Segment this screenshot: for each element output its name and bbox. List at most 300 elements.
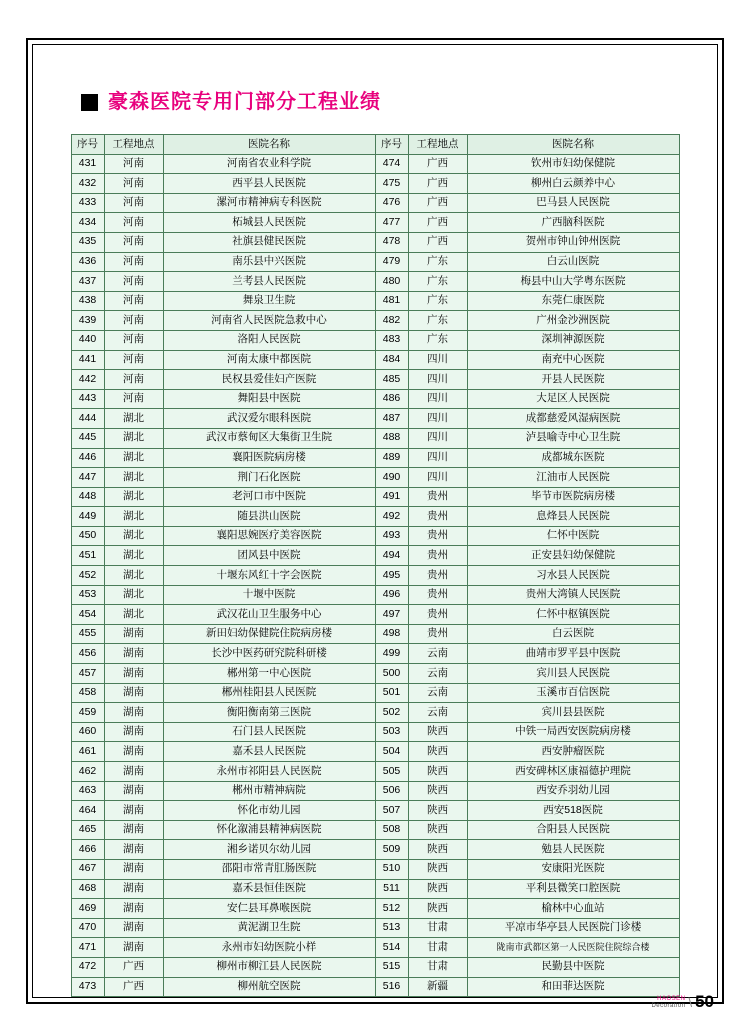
cell-seq-left: 459 [71, 703, 104, 723]
cell-loc-right: 甘肃 [408, 918, 467, 938]
cell-name-right: 毕节市医院病房楼 [467, 487, 679, 507]
cell-loc-right: 四川 [408, 389, 467, 409]
cell-seq-left: 447 [71, 468, 104, 488]
cell-name-left: 武汉爱尔眼科医院 [163, 409, 375, 429]
cell-seq-right: 482 [375, 311, 408, 331]
cell-seq-left: 435 [71, 232, 104, 252]
cell-loc-left: 河南 [104, 154, 163, 174]
cell-name-left: 老河口市中医院 [163, 487, 375, 507]
cell-name-right: 平凉市华亭县人民医院门诊楼 [467, 918, 679, 938]
table-row [71, 330, 679, 350]
cell-loc-right: 贵州 [408, 624, 467, 644]
cell-loc-left: 河南 [104, 232, 163, 252]
cell-name-right: 平利县微笑口腔医院 [467, 879, 679, 899]
cell-loc-left: 湖南 [104, 781, 163, 801]
table-row [71, 193, 679, 213]
cell-loc-right: 陕西 [408, 859, 467, 879]
cell-loc-right: 四川 [408, 428, 467, 448]
cell-loc-left: 湖南 [104, 918, 163, 938]
cell-loc-right: 云南 [408, 644, 467, 664]
cell-name-left: 嘉禾县恒佳医院 [163, 879, 375, 899]
cell-seq-right: 491 [375, 487, 408, 507]
cell-loc-left: 河南 [104, 291, 163, 311]
cell-name-left: 长沙中医药研究院科研楼 [163, 644, 375, 664]
cell-name-right: 广州金沙洲医院 [467, 311, 679, 331]
cell-loc-left: 湖南 [104, 722, 163, 742]
cell-seq-left: 471 [71, 938, 104, 958]
cell-loc-right: 广东 [408, 311, 467, 331]
cell-name-left: 随县洪山医院 [163, 507, 375, 527]
cell-name-right: 正安县妇幼保健院 [467, 546, 679, 566]
cell-name-right: 西安碑林区康福德护理院 [467, 762, 679, 782]
table-row [71, 781, 679, 801]
cell-loc-left: 湖南 [104, 742, 163, 762]
cell-name-right: 合阳县人民医院 [467, 820, 679, 840]
cell-name-right: 仁怀中枢镇医院 [467, 605, 679, 625]
cell-seq-right: 511 [375, 879, 408, 899]
cell-name-right: 勉县人民医院 [467, 840, 679, 860]
cell-name-left: 怀化溆浦县精神病医院 [163, 820, 375, 840]
cell-name-right: 和田菲达医院 [467, 977, 679, 997]
cell-seq-right: 497 [375, 605, 408, 625]
cell-loc-right: 陕西 [408, 840, 467, 860]
cell-seq-right: 500 [375, 664, 408, 684]
cell-loc-left: 广西 [104, 977, 163, 997]
cell-name-left: 武汉花山卫生服务中心 [163, 605, 375, 625]
cell-seq-right: 477 [375, 213, 408, 233]
cell-loc-left: 湖南 [104, 801, 163, 821]
cell-seq-right: 515 [375, 957, 408, 977]
cell-loc-left: 湖北 [104, 428, 163, 448]
cell-name-left: 漯河市精神病专科医院 [163, 193, 375, 213]
cell-name-right: 民勤县中医院 [467, 957, 679, 977]
cell-name-left: 郴州市精神病院 [163, 781, 375, 801]
cell-loc-left: 湖北 [104, 487, 163, 507]
cell-name-left: 洛阳人民医院 [163, 330, 375, 350]
header-name-right: 医院名称 [467, 135, 679, 155]
cell-seq-right: 510 [375, 859, 408, 879]
cell-seq-right: 493 [375, 526, 408, 546]
cell-loc-right: 贵州 [408, 585, 467, 605]
cell-loc-right: 广西 [408, 193, 467, 213]
cell-seq-right: 496 [375, 585, 408, 605]
table-row [71, 762, 679, 782]
table-row [71, 311, 679, 331]
footer-brand-line2: Decoration [651, 1003, 686, 1010]
cell-loc-right: 广东 [408, 291, 467, 311]
table-row [71, 977, 679, 997]
cell-seq-left: 442 [71, 370, 104, 390]
table-row [71, 859, 679, 879]
cell-name-right: 曲靖市罗平县中医院 [467, 644, 679, 664]
cell-loc-left: 湖北 [104, 566, 163, 586]
cell-loc-right: 四川 [408, 448, 467, 468]
cell-loc-right: 云南 [408, 664, 467, 684]
cell-seq-left: 440 [71, 330, 104, 350]
cell-seq-right: 501 [375, 683, 408, 703]
cell-name-right: 榆林中心血站 [467, 899, 679, 919]
cell-seq-right: 506 [375, 781, 408, 801]
cell-seq-left: 451 [71, 546, 104, 566]
cell-seq-left: 472 [71, 957, 104, 977]
cell-name-right: 玉溪市百信医院 [467, 683, 679, 703]
table-row [71, 174, 679, 194]
cell-seq-right: 479 [375, 252, 408, 272]
cell-name-left: 安仁县耳鼻喉医院 [163, 899, 375, 919]
cell-seq-left: 441 [71, 350, 104, 370]
cell-loc-right: 贵州 [408, 605, 467, 625]
cell-seq-right: 516 [375, 977, 408, 997]
cell-name-left: 社旗县健民医院 [163, 232, 375, 252]
cell-name-right: 西安518医院 [467, 801, 679, 821]
table-row [71, 448, 679, 468]
table-row [71, 957, 679, 977]
cell-name-right: 泸县喻寺中心卫生院 [467, 428, 679, 448]
cell-seq-left: 473 [71, 977, 104, 997]
cell-loc-left: 湖北 [104, 605, 163, 625]
cell-seq-right: 489 [375, 448, 408, 468]
page-title [81, 92, 704, 112]
cell-loc-left: 河南 [104, 389, 163, 409]
cell-loc-right: 甘肃 [408, 957, 467, 977]
cell-seq-right: 476 [375, 193, 408, 213]
cell-seq-right: 514 [375, 938, 408, 958]
table-row [71, 585, 679, 605]
cell-seq-right: 483 [375, 330, 408, 350]
cell-name-right: 开县人民医院 [467, 370, 679, 390]
cell-loc-right: 广西 [408, 154, 467, 174]
cell-seq-left: 450 [71, 526, 104, 546]
cell-loc-left: 湖南 [104, 664, 163, 684]
cell-seq-right: 487 [375, 409, 408, 429]
page-number: 50 [695, 992, 714, 1011]
cell-name-left: 团风县中医院 [163, 546, 375, 566]
cell-name-left: 永州市妇幼医院小样 [163, 938, 375, 958]
cell-loc-left: 河南 [104, 350, 163, 370]
cell-seq-left: 443 [71, 389, 104, 409]
table-row [71, 918, 679, 938]
performance-table [71, 134, 680, 997]
cell-name-right: 息烽县人民医院 [467, 507, 679, 527]
cell-name-right: 南充中心医院 [467, 350, 679, 370]
cell-name-right: 梅县中山大学粤东医院 [467, 272, 679, 292]
cell-seq-left: 453 [71, 585, 104, 605]
cell-name-left: 武汉市蔡甸区大集街卫生院 [163, 428, 375, 448]
cell-name-right: 宾川县县医院 [467, 703, 679, 723]
table-row [71, 664, 679, 684]
cell-seq-left: 437 [71, 272, 104, 292]
cell-seq-right: 494 [375, 546, 408, 566]
cell-name-left: 湘乡诺贝尔幼儿园 [163, 840, 375, 860]
table-row [71, 879, 679, 899]
cell-seq-left: 446 [71, 448, 104, 468]
table-row [71, 232, 679, 252]
cell-seq-right: 492 [375, 507, 408, 527]
cell-seq-right: 498 [375, 624, 408, 644]
cell-seq-left: 463 [71, 781, 104, 801]
cell-name-left: 柳州市柳江县人民医院 [163, 957, 375, 977]
cell-name-left: 西平县人民医院 [163, 174, 375, 194]
cell-loc-left: 湖南 [104, 703, 163, 723]
cell-seq-left: 445 [71, 428, 104, 448]
cell-loc-right: 云南 [408, 703, 467, 723]
cell-loc-right: 甘肃 [408, 938, 467, 958]
cell-seq-right: 481 [375, 291, 408, 311]
cell-loc-left: 湖南 [104, 859, 163, 879]
cell-name-left: 怀化市幼儿园 [163, 801, 375, 821]
cell-name-left: 郴州桂阳县人民医院 [163, 683, 375, 703]
cell-loc-left: 河南 [104, 370, 163, 390]
cell-loc-left: 湖南 [104, 644, 163, 664]
table-row [71, 526, 679, 546]
table-row [71, 722, 679, 742]
cell-name-right: 习水县人民医院 [467, 566, 679, 586]
cell-name-left: 十堰中医院 [163, 585, 375, 605]
header-seq-left: 序号 [71, 135, 104, 155]
table-row [71, 566, 679, 586]
cell-loc-left: 河南 [104, 330, 163, 350]
cell-seq-right: 486 [375, 389, 408, 409]
cell-loc-right: 陕西 [408, 899, 467, 919]
cell-name-left: 邵阳市常青肛肠医院 [163, 859, 375, 879]
cell-loc-right: 广西 [408, 213, 467, 233]
cell-seq-left: 438 [71, 291, 104, 311]
cell-name-right: 中铁一局西安医院病房楼 [467, 722, 679, 742]
cell-seq-left: 456 [71, 644, 104, 664]
cell-loc-right: 陕西 [408, 879, 467, 899]
cell-loc-left: 湖南 [104, 938, 163, 958]
cell-seq-left: 465 [71, 820, 104, 840]
cell-seq-right: 474 [375, 154, 408, 174]
cell-name-left: 荆门石化医院 [163, 468, 375, 488]
table-row [71, 899, 679, 919]
cell-name-left: 兰考县人民医院 [163, 272, 375, 292]
table-row [71, 683, 679, 703]
cell-loc-right: 四川 [408, 370, 467, 390]
cell-name-left: 柘城县人民医院 [163, 213, 375, 233]
table-header-row [71, 135, 679, 155]
cell-name-left: 郴州第一中心医院 [163, 664, 375, 684]
cell-loc-left: 河南 [104, 174, 163, 194]
cell-loc-left: 湖南 [104, 762, 163, 782]
cell-seq-left: 462 [71, 762, 104, 782]
cell-loc-left: 河南 [104, 252, 163, 272]
cell-loc-left: 湖南 [104, 879, 163, 899]
cell-seq-right: 480 [375, 272, 408, 292]
cell-name-left: 襄阳思婉医疗美容医院 [163, 526, 375, 546]
table-row [71, 428, 679, 448]
cell-loc-left: 广西 [104, 957, 163, 977]
cell-seq-left: 466 [71, 840, 104, 860]
table-row [71, 213, 679, 233]
cell-name-right: 白云医院 [467, 624, 679, 644]
cell-name-right: 宾川县人民医院 [467, 664, 679, 684]
cell-name-right: 陇南市武都区第一人民医院住院综合楼 [467, 938, 679, 958]
cell-loc-right: 贵州 [408, 507, 467, 527]
table-row [71, 820, 679, 840]
cell-name-left: 襄阳医院病房楼 [163, 448, 375, 468]
table-row [71, 370, 679, 390]
cell-loc-right: 贵州 [408, 546, 467, 566]
cell-name-left: 柳州航空医院 [163, 977, 375, 997]
cell-name-right: 仁怀中医院 [467, 526, 679, 546]
cell-name-right: 西安乔羽幼儿园 [467, 781, 679, 801]
cell-seq-left: 439 [71, 311, 104, 331]
cell-loc-left: 湖南 [104, 899, 163, 919]
cell-seq-right: 512 [375, 899, 408, 919]
cell-name-right: 东莞仁康医院 [467, 291, 679, 311]
table-row [71, 468, 679, 488]
header-loc-left: 工程地点 [104, 135, 163, 155]
cell-seq-left: 454 [71, 605, 104, 625]
cell-name-right: 西安肿瘤医院 [467, 742, 679, 762]
table-row [71, 644, 679, 664]
cell-seq-left: 433 [71, 193, 104, 213]
cell-seq-right: 509 [375, 840, 408, 860]
cell-name-right: 贵州大湾镇人民医院 [467, 585, 679, 605]
cell-seq-left: 436 [71, 252, 104, 272]
cell-loc-right: 陕西 [408, 820, 467, 840]
table-row [71, 291, 679, 311]
cell-name-right: 广西脑科医院 [467, 213, 679, 233]
cell-name-right: 深圳神源医院 [467, 330, 679, 350]
cell-name-right: 柳州白云颜养中心 [467, 174, 679, 194]
cell-name-left: 新田妇幼保健院住院病房楼 [163, 624, 375, 644]
table-row [71, 801, 679, 821]
cell-loc-left: 河南 [104, 213, 163, 233]
table-row [71, 350, 679, 370]
header-name-left: 医院名称 [163, 135, 375, 155]
table-row [71, 624, 679, 644]
footer-brand [651, 996, 685, 1010]
cell-loc-right: 陕西 [408, 781, 467, 801]
cell-loc-left: 河南 [104, 311, 163, 331]
cell-seq-right: 502 [375, 703, 408, 723]
cell-loc-right: 四川 [408, 350, 467, 370]
cell-seq-left: 444 [71, 409, 104, 429]
cell-seq-left: 455 [71, 624, 104, 644]
cell-loc-right: 广西 [408, 174, 467, 194]
table-body [71, 154, 679, 997]
cell-loc-left: 湖南 [104, 683, 163, 703]
cell-seq-left: 469 [71, 899, 104, 919]
page-footer [651, 993, 714, 1010]
cell-loc-left: 湖北 [104, 468, 163, 488]
cell-seq-left: 431 [71, 154, 104, 174]
table-row [71, 605, 679, 625]
table-row [71, 409, 679, 429]
cell-seq-right: 485 [375, 370, 408, 390]
cell-loc-right: 贵州 [408, 526, 467, 546]
cell-seq-right: 507 [375, 801, 408, 821]
cell-loc-right: 四川 [408, 409, 467, 429]
cell-loc-right: 贵州 [408, 487, 467, 507]
page-content [46, 58, 704, 993]
cell-name-left: 河南省农业科学院 [163, 154, 375, 174]
table-row [71, 938, 679, 958]
table-row [71, 840, 679, 860]
cell-name-right: 成都慈爱风湿病医院 [467, 409, 679, 429]
cell-seq-left: 458 [71, 683, 104, 703]
cell-name-right: 贺州市钟山钟州医院 [467, 232, 679, 252]
table-row [71, 389, 679, 409]
cell-loc-left: 湖北 [104, 448, 163, 468]
cell-name-left: 十堰东风红十字会医院 [163, 566, 375, 586]
table-row [71, 272, 679, 292]
cell-name-left: 石门县人民医院 [163, 722, 375, 742]
cell-name-right: 安康阳光医院 [467, 859, 679, 879]
cell-name-left: 衡阳衡南第三医院 [163, 703, 375, 723]
cell-name-right: 江油市人民医院 [467, 468, 679, 488]
cell-loc-right: 广东 [408, 272, 467, 292]
cell-seq-left: 432 [71, 174, 104, 194]
table-row [71, 154, 679, 174]
cell-name-left: 舞泉卫生院 [163, 291, 375, 311]
cell-loc-right: 广西 [408, 232, 467, 252]
cell-seq-left: 452 [71, 566, 104, 586]
table-row [71, 703, 679, 723]
cell-seq-left: 460 [71, 722, 104, 742]
page-title-text: 豪森医院专用门部分工程业绩 [108, 91, 381, 113]
cell-loc-right: 贵州 [408, 566, 467, 586]
cell-loc-left: 湖北 [104, 546, 163, 566]
cell-seq-left: 457 [71, 664, 104, 684]
cell-name-left: 河南省人民医院急救中心 [163, 311, 375, 331]
cell-seq-left: 449 [71, 507, 104, 527]
table-row [71, 487, 679, 507]
table-row [71, 742, 679, 762]
cell-loc-right: 云南 [408, 683, 467, 703]
header-loc-right: 工程地点 [408, 135, 467, 155]
cell-loc-left: 湖北 [104, 409, 163, 429]
cell-loc-right: 陕西 [408, 742, 467, 762]
cell-seq-right: 484 [375, 350, 408, 370]
cell-seq-left: 464 [71, 801, 104, 821]
cell-loc-right: 陕西 [408, 801, 467, 821]
cell-name-right: 白云山医院 [467, 252, 679, 272]
cell-name-right: 巴马县人民医院 [467, 193, 679, 213]
cell-loc-left: 湖南 [104, 624, 163, 644]
cell-loc-right: 广东 [408, 330, 467, 350]
cell-loc-left: 湖北 [104, 526, 163, 546]
cell-name-left: 南乐县中兴医院 [163, 252, 375, 272]
table-row [71, 252, 679, 272]
cell-name-right: 大足区人民医院 [467, 389, 679, 409]
cell-loc-right: 四川 [408, 468, 467, 488]
cell-seq-right: 475 [375, 174, 408, 194]
cell-seq-left: 468 [71, 879, 104, 899]
cell-loc-left: 湖北 [104, 507, 163, 527]
cell-seq-right: 508 [375, 820, 408, 840]
cell-loc-left: 湖南 [104, 840, 163, 860]
cell-name-left: 嘉禾县人民医院 [163, 742, 375, 762]
cell-loc-right: 陕西 [408, 722, 467, 742]
table-row [71, 507, 679, 527]
cell-seq-right: 505 [375, 762, 408, 782]
cell-name-left: 永州市祁阳县人民医院 [163, 762, 375, 782]
footer-brand-line1: HAOSEN [657, 996, 686, 1003]
cell-seq-right: 503 [375, 722, 408, 742]
cell-name-left: 舞阳县中医院 [163, 389, 375, 409]
cell-name-left: 黄泥湖卫生院 [163, 918, 375, 938]
cell-name-right: 成都城东医院 [467, 448, 679, 468]
cell-name-right: 钦州市妇幼保健院 [467, 154, 679, 174]
cell-seq-left: 467 [71, 859, 104, 879]
table-row [71, 546, 679, 566]
header-seq-right: 序号 [375, 135, 408, 155]
cell-seq-right: 513 [375, 918, 408, 938]
cell-seq-right: 488 [375, 428, 408, 448]
